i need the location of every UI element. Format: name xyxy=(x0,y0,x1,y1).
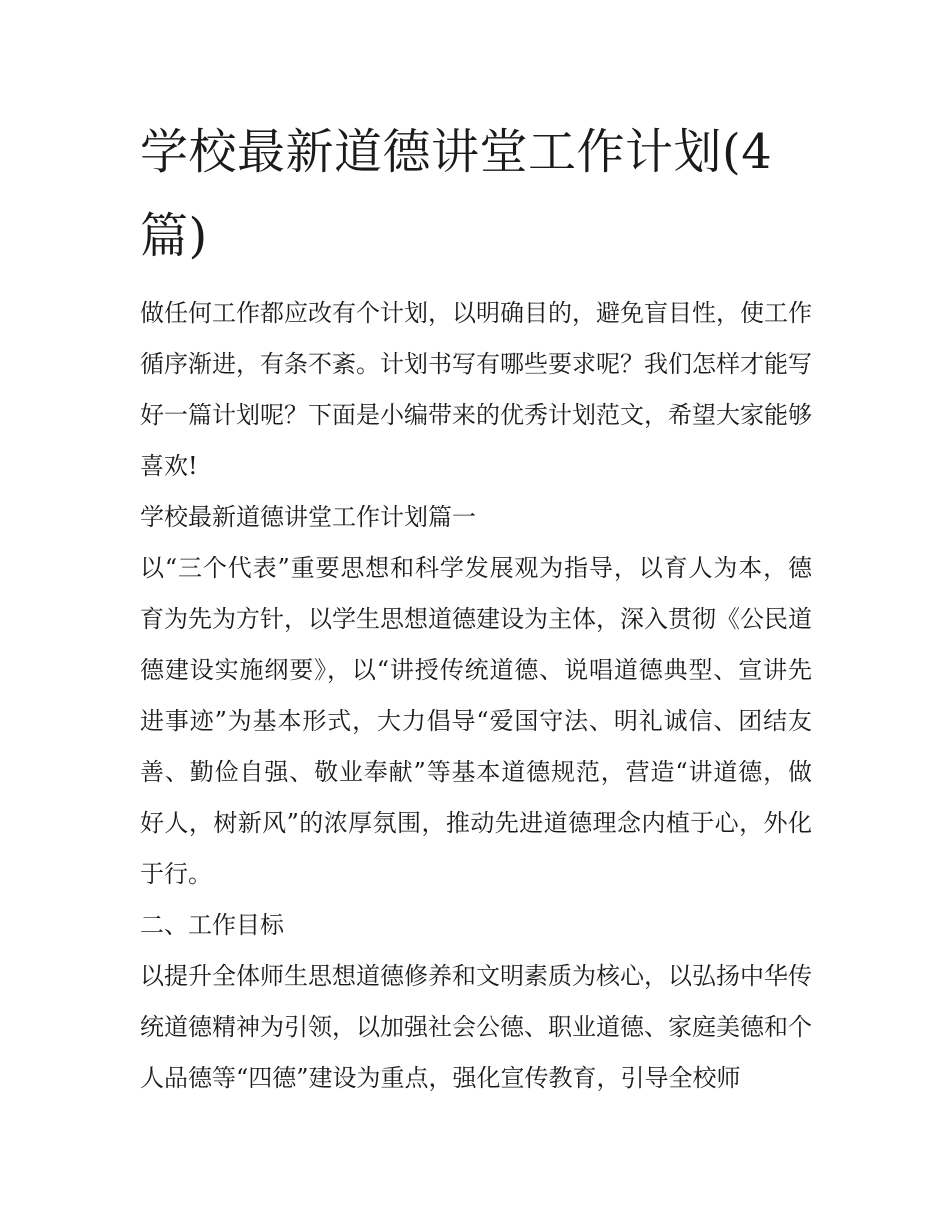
section-heading-work-goals: 二、工作目标 xyxy=(140,911,284,939)
section-heading-part-one: 学校最新道德讲堂工作计划篇一 xyxy=(140,503,476,531)
work-goals-paragraph: 以提升全体师生思想道德修养和文明素质为核心，以弘扬中华传统道德精神为引领，以加强社会公德、职业道德、家庭美德和个人品德等“四德”建设为重点，强化宣传教育，引导全校师 xyxy=(140,962,812,1092)
document-title: 学校最新道德讲堂工作计划(4篇) xyxy=(140,124,773,264)
intro-paragraph: 做任何工作都应改有个计划，以明确目的，避免盲目性，使工作循序渐进，有条不紊。计划书写有哪些要求呢？我们怎样才能写好一篇计划呢？下面是小编带来的优秀计划范文，希望大家能够喜欢! xyxy=(140,299,812,480)
guiding-principle-paragraph: 以“三个代表”重要思想和科学发展观为指导，以育人为本，德育为先为方针，以学生思想道德建设为主体，深入贯彻《公民道德建设实施纲要》，以“讲授传统道德、说唱道德典型、宣讲先进事迹”为基本形式，大力倡导“爱国守法、明礼诚信、团结友善、勤俭自强、敬业奉献”等基本道德规范，营造“讲道德，做好人，树新风”的浓厚氛围，推动先进道德理念内植于心，外化于行。 xyxy=(140,554,812,888)
document-page xyxy=(140,110,812,1104)
